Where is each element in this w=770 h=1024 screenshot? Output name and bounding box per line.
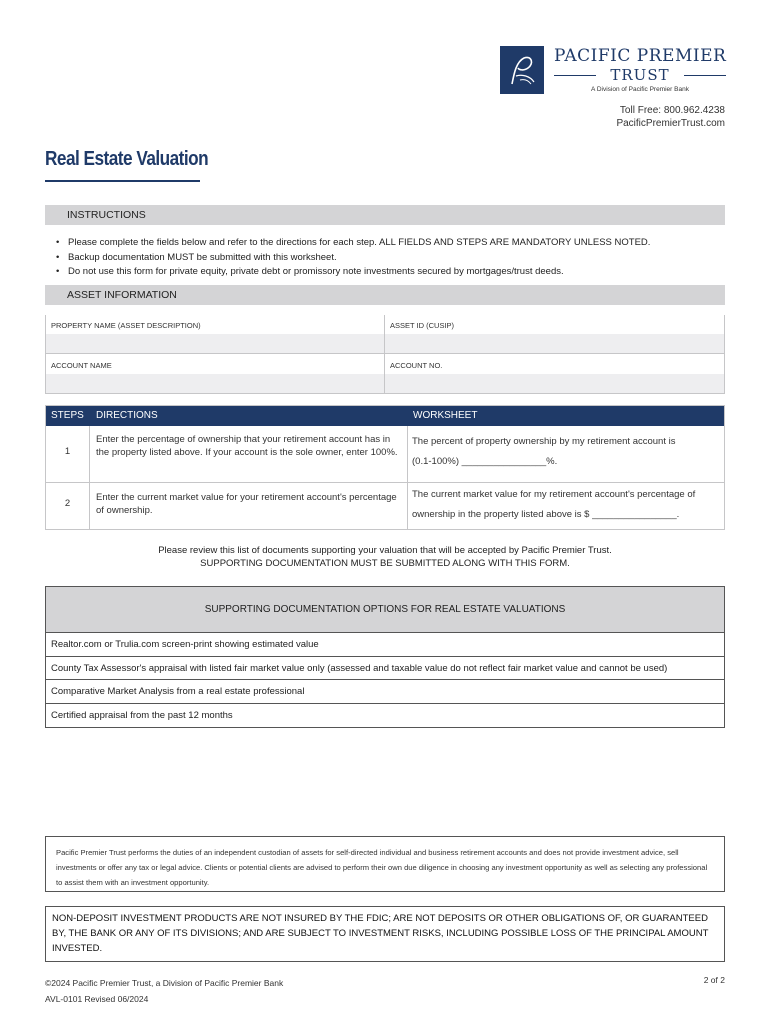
page-title: Real Estate Valuation bbox=[45, 148, 209, 170]
logo-name: PACIFIC PREMIER bbox=[554, 46, 727, 66]
page-number: 2 of 2 bbox=[703, 975, 725, 985]
asset-id-label: ASSET ID (CUSIP) bbox=[390, 321, 455, 330]
table-row: Certified appraisal from the past 12 months bbox=[51, 709, 233, 721]
instruction-item: • Do not use this form for private equity, private debt or promissory note investments secured by mortgages/trust deeds. bbox=[56, 265, 726, 280]
col-directions: DIRECTIONS bbox=[96, 410, 158, 421]
col-worksheet: WORKSHEET bbox=[413, 410, 478, 421]
review-line: Please review this list of documents supporting your valuation that will be accepted by Pacific Premier Trust. bbox=[158, 545, 612, 556]
instructions-heading: INSTRUCTIONS bbox=[45, 205, 725, 225]
review-note bbox=[45, 544, 725, 570]
company-logo bbox=[500, 46, 726, 96]
account-no-label: ACCOUNT NO. bbox=[390, 361, 443, 370]
logo-subtitle: A Division of Pacific Premier Bank bbox=[591, 86, 689, 93]
copyright-text: ©2024 Pacific Premier Trust, a Division of Pacific Premier Bank bbox=[45, 978, 284, 988]
instructions-list bbox=[56, 236, 726, 280]
property-name-label: PROPERTY NAME (ASSET DESCRIPTION) bbox=[51, 321, 201, 330]
instruction-item: • Please complete the fields below and refer to the directions for each step. ALL FIELDS AND STEPS ARE MANDATORY UNLESS NOTED. bbox=[56, 236, 726, 251]
account-no-field[interactable] bbox=[385, 374, 724, 393]
worksheet-text: The current market value for my retirement account's percentage of bbox=[412, 489, 696, 500]
col-steps: STEPS bbox=[51, 410, 84, 421]
instruction-item: • Backup documentation MUST be submitted with this worksheet. bbox=[56, 251, 726, 266]
custodian-disclaimer: Pacific Premier Trust performs the duties of an independent custodian of assets for self-directed individual and business retirement accounts and does not provide investment advice, sell investments or offer any tax or legal advice. Clients or potential clients are advised to perform their own due diligence in choosing any investment opportunity as well as selecting any professional to assist them with an investment opportunity. bbox=[45, 836, 725, 892]
steps-table bbox=[45, 405, 725, 530]
fdic-notice: NON-DEPOSIT INVESTMENT PRODUCTS ARE NOT INSURED BY THE FDIC; ARE NOT DEPOSITS OR OTHER OBLIGATIONS OF, OR GUARANTEED BY, THE BANK OR ANY OF ITS DIVISIONS; AND ARE SUBJECT TO INVESTMENT RISKS, INCLUDING POSSIBLE LOSS OF THE PRINCIPAL AMOUNT INVESTED. bbox=[45, 906, 725, 962]
website-link[interactable]: PacificPremierTrust.com bbox=[616, 118, 725, 129]
account-name-label: ACCOUNT NAME bbox=[51, 361, 112, 370]
step-number: 1 bbox=[64, 446, 71, 457]
table-row: County Tax Assessor's appraisal with listed fair market value only (assessed and taxable value do not reflect fair market value and cannot be used) bbox=[46, 657, 724, 681]
logo-trust: TRUST bbox=[610, 66, 670, 84]
worksheet-text: The percent of property ownership by my retirement account is bbox=[412, 436, 676, 447]
table-row: Realtor.com or Trulia.com screen-print showing estimated value bbox=[46, 633, 724, 657]
steps-table-header bbox=[46, 406, 724, 426]
step-number: 2 bbox=[64, 498, 71, 509]
toll-free-number: Toll Free: 800.962.4238 bbox=[619, 105, 725, 116]
account-name-field[interactable] bbox=[46, 374, 384, 393]
form-id: AVL-0101 Revised 06/2024 bbox=[45, 994, 149, 1004]
supporting-docs-table bbox=[45, 586, 725, 728]
step-direction: Enter the percentage of ownership that your retirement account has in the property listed above. If your account is the sole owner, enter 100%. bbox=[96, 434, 398, 458]
property-name-field[interactable] bbox=[46, 334, 384, 353]
logo-trust-row bbox=[554, 66, 726, 84]
ownership-percent-field[interactable]: (0.1-100%) ________________%. bbox=[412, 456, 558, 467]
asset-info-heading: ASSET INFORMATION bbox=[45, 285, 725, 305]
supporting-docs-heading: SUPPORTING DOCUMENTATION OPTIONS FOR REAL ESTATE VALUATIONS bbox=[46, 587, 724, 633]
asset-id-field[interactable] bbox=[385, 334, 724, 353]
market-value-field[interactable]: ownership in the property listed above is $ ________________. bbox=[412, 509, 680, 520]
footer bbox=[45, 975, 283, 1007]
step-direction: Enter the current market value for your retirement account's percentage of ownership. bbox=[96, 492, 397, 516]
review-line-emphasis: SUPPORTING DOCUMENTATION MUST BE SUBMITTED ALONG WITH THIS FORM. bbox=[200, 558, 570, 569]
title-underline bbox=[45, 180, 200, 182]
contact-info bbox=[616, 104, 725, 130]
table-row: Comparative Market Analysis from a real estate professional bbox=[46, 680, 724, 704]
logo-mark-icon bbox=[500, 46, 544, 94]
